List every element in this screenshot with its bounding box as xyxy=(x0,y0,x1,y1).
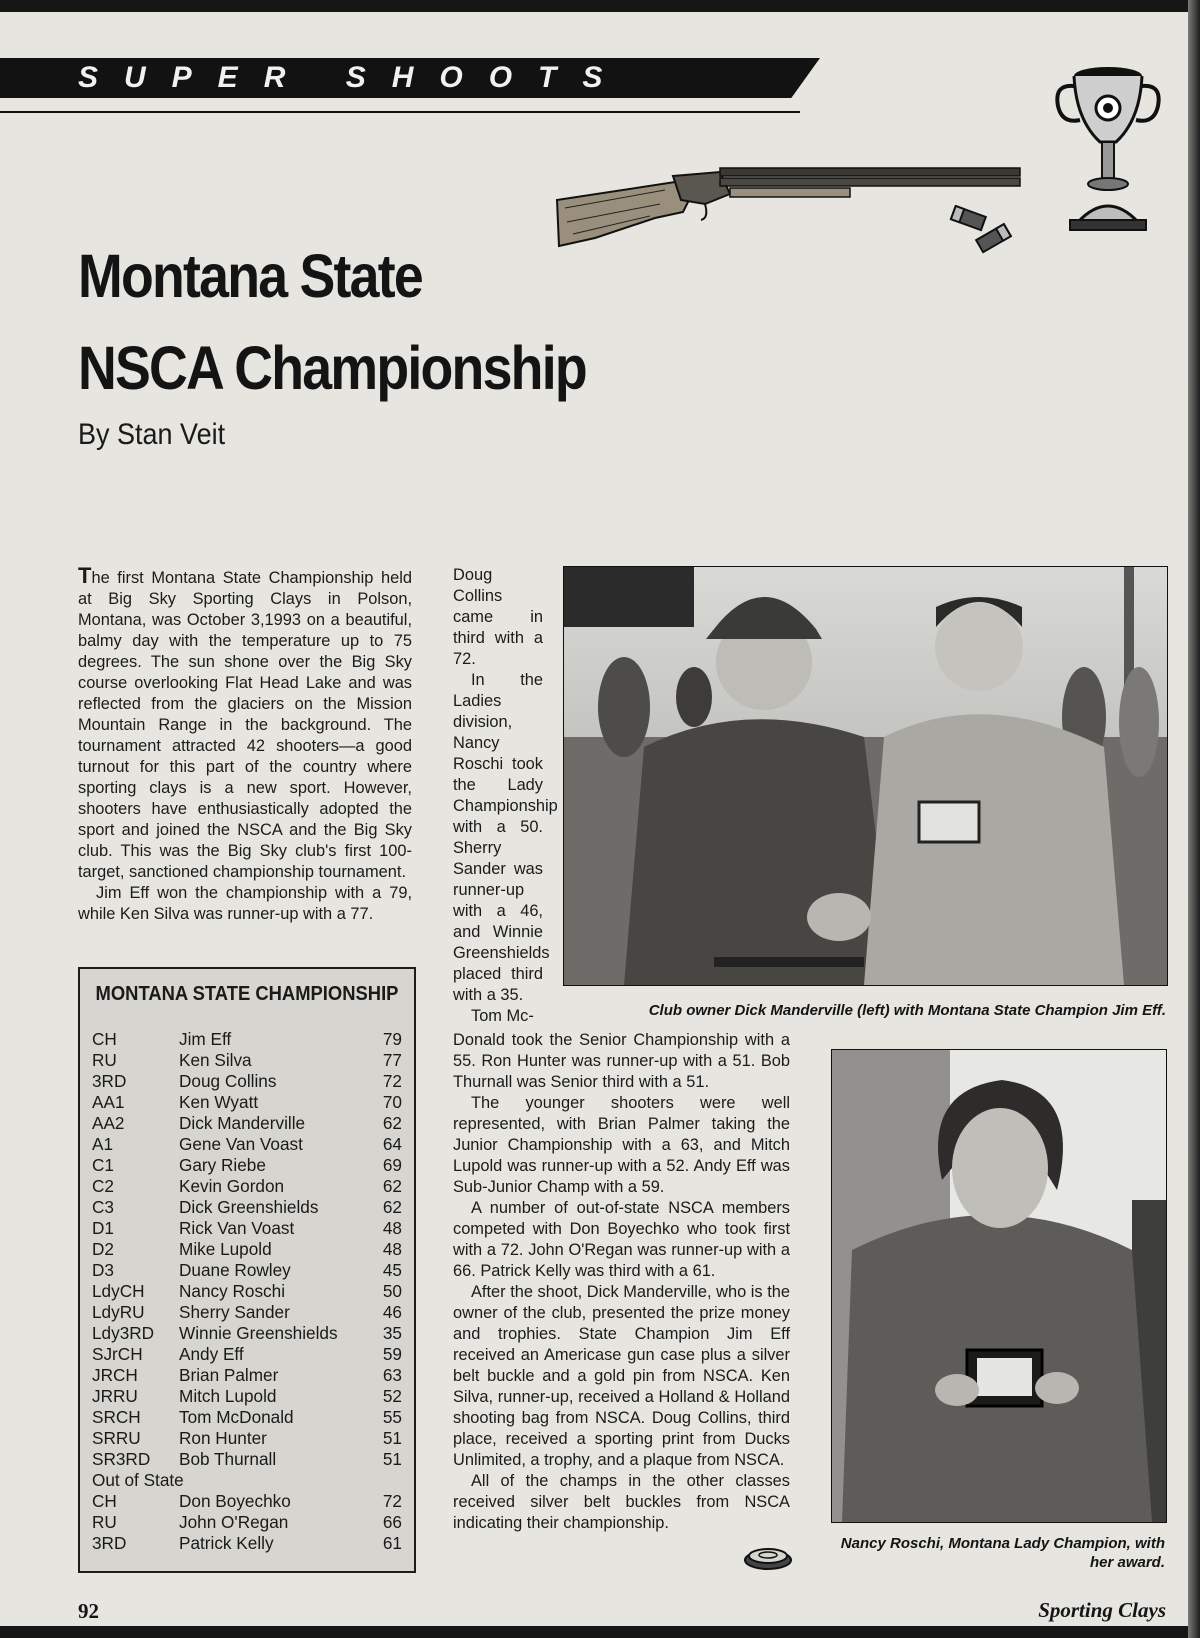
result-score: 45 xyxy=(382,1260,402,1280)
paragraph: Tom Mc- xyxy=(471,1007,534,1025)
section-banner xyxy=(0,58,820,100)
result-score: 59 xyxy=(382,1344,402,1364)
result-score: 48 xyxy=(382,1239,402,1259)
magazine-name: Sporting Clays xyxy=(1038,1598,1166,1622)
result-score: 52 xyxy=(382,1386,402,1406)
result-class: D2 xyxy=(92,1239,114,1259)
result-class: SJrCH xyxy=(92,1344,143,1364)
result-class: C2 xyxy=(92,1176,114,1196)
result-row xyxy=(92,1092,402,1113)
page-spine-shadow xyxy=(1188,0,1200,1638)
result-score: 72 xyxy=(382,1491,402,1511)
result-name: Rick Van Voast xyxy=(179,1218,295,1238)
result-name: Bob Thurnall xyxy=(179,1449,277,1469)
result-score: 51 xyxy=(382,1428,402,1448)
result-name: Don Boyechko xyxy=(179,1491,291,1511)
result-score: 62 xyxy=(382,1176,402,1196)
result-name: Dick Greenshields xyxy=(179,1197,319,1217)
results-title: MONTANA STATE CHAMPIONSHIP xyxy=(95,983,399,1005)
section-label: SUPER SHOOTS xyxy=(78,61,629,94)
result-row xyxy=(92,1512,402,1533)
result-name: Ken Silva xyxy=(179,1050,252,1070)
result-class: SRRU xyxy=(92,1428,141,1448)
result-class: JRCH xyxy=(92,1365,138,1385)
result-class: Ldy3RD xyxy=(92,1323,155,1343)
photo-lady-champion-image xyxy=(832,1050,1166,1522)
article-column-2-wide xyxy=(453,1030,790,1534)
result-score: 69 xyxy=(382,1155,402,1175)
result-row xyxy=(92,1155,402,1176)
photo-caption-2: Nancy Roschi, Montana Lady Champion, with her award. xyxy=(840,1535,1165,1571)
result-score: 77 xyxy=(382,1050,402,1070)
paragraph: A number of out-of-state NSCA members competed with Don Boyechko who took first with a 72. John O'Regan was runner-up with a 66. Patrick Kelly was third with a 61. xyxy=(453,1199,790,1280)
result-class: D3 xyxy=(92,1260,114,1280)
paragraph xyxy=(78,565,412,883)
result-score: 63 xyxy=(382,1365,402,1385)
result-name: Dick Manderville xyxy=(179,1113,306,1133)
result-name: John O'Regan xyxy=(179,1512,289,1532)
result-name: Tom McDonald xyxy=(179,1407,294,1427)
result-row xyxy=(92,1260,402,1281)
result-row xyxy=(92,1029,402,1050)
result-row xyxy=(92,1386,402,1407)
result-class: LdyRU xyxy=(92,1302,145,1322)
byline: By Stan Veit xyxy=(78,418,226,451)
result-row xyxy=(92,1176,402,1197)
result-name: Ron Hunter xyxy=(179,1428,267,1448)
photo-caption-1: Club owner Dick Manderville (left) with Montana State Champion Jim Eff. xyxy=(648,1002,1166,1019)
result-class: Out of State xyxy=(92,1470,184,1490)
result-row xyxy=(92,1323,402,1344)
paragraph: After the shoot, Dick Manderville, who is the owner of the club, presented the prize money and trophies. State Champion Jim Eff received an Americase gun case plus a silver belt buckle and a gold pin from NSCA. Ken Silva, runner-up, received a Holland & Holland shooting bag from NSCA. Doug Collins, third place, received a sporting print from Ducks Unlimited, a trophy, and a plaque from NSCA. xyxy=(453,1283,790,1469)
result-score: 61 xyxy=(382,1533,402,1553)
clay-target-icon xyxy=(743,1545,793,1571)
result-name: Mitch Lupold xyxy=(179,1386,277,1406)
result-score: 51 xyxy=(382,1449,402,1469)
first-letter: T xyxy=(78,563,92,588)
result-row xyxy=(92,1281,402,1302)
result-class: D1 xyxy=(92,1218,114,1238)
result-score: 46 xyxy=(382,1302,402,1322)
result-row xyxy=(92,1197,402,1218)
title-line-2: NSCA Championship xyxy=(78,334,586,402)
result-name: Andy Eff xyxy=(179,1344,244,1364)
result-class: A1 xyxy=(92,1134,114,1154)
result-row xyxy=(92,1071,402,1092)
result-class: C1 xyxy=(92,1155,114,1175)
paragraph: In the Ladies division, Nancy Roschi took the Lady Championship with a 50. Sherry Sander was runner-up with a 46, and Winnie Greenshields placed third with a 35. xyxy=(453,671,558,1004)
result-score: 70 xyxy=(382,1092,402,1112)
result-class: JRRU xyxy=(92,1386,138,1406)
result-class: 3RD xyxy=(92,1071,127,1091)
result-row xyxy=(92,1344,402,1365)
result-name: Gary Riebe xyxy=(179,1155,266,1175)
paragraph: The younger shooters were well represented, with Brian Palmer taking the Junior Championship with a 63, and Mitch Lupold was runner-up with a 52. Andy Eff was Sub-Junior Champ with a 59. xyxy=(453,1094,790,1196)
results-list xyxy=(92,1029,402,1554)
result-row xyxy=(92,1302,402,1323)
result-row xyxy=(92,1134,402,1155)
result-row xyxy=(92,1428,402,1449)
title-line-1: Montana State xyxy=(78,242,422,310)
result-score: 48 xyxy=(382,1218,402,1238)
result-class: SRCH xyxy=(92,1407,141,1427)
result-row xyxy=(92,1218,402,1239)
article-column-1 xyxy=(78,565,412,925)
article-title xyxy=(78,230,586,414)
result-name: Kevin Gordon xyxy=(179,1176,285,1196)
shotgun-shells-illustration xyxy=(948,205,1018,255)
result-score: 35 xyxy=(382,1323,402,1343)
result-row xyxy=(92,1239,402,1260)
result-name: Gene Van Voast xyxy=(179,1134,303,1154)
result-class: SR3RD xyxy=(92,1449,151,1469)
result-row xyxy=(92,1533,402,1554)
paragraph: Doug Collins came in third with a 72. xyxy=(453,566,543,668)
paragraph: All of the champs in the other classes received silver belt buckles from NSCA indicating their championship. xyxy=(453,1472,790,1532)
result-name: Winnie Greenshields xyxy=(179,1323,338,1343)
result-class: LdyCH xyxy=(92,1281,145,1301)
result-class: 3RD xyxy=(92,1533,127,1553)
result-class: AA1 xyxy=(92,1092,125,1112)
result-name: Sherry Sander xyxy=(179,1302,290,1322)
result-row xyxy=(92,1050,402,1071)
result-name: Brian Palmer xyxy=(179,1365,279,1385)
trophy-cup-icon xyxy=(1048,62,1168,234)
result-row xyxy=(92,1365,402,1386)
result-row xyxy=(92,1470,402,1491)
result-class: AA2 xyxy=(92,1113,125,1133)
result-row xyxy=(92,1407,402,1428)
result-score: 50 xyxy=(382,1281,402,1301)
photo-lady-champion xyxy=(831,1049,1167,1523)
result-score: 55 xyxy=(382,1407,402,1427)
result-score: 62 xyxy=(382,1113,402,1133)
result-score: 72 xyxy=(382,1071,402,1091)
result-row xyxy=(92,1491,402,1512)
banner-rule xyxy=(0,111,800,113)
result-name: Nancy Roschi xyxy=(179,1281,286,1301)
result-name: Patrick Kelly xyxy=(179,1533,274,1553)
result-name: Doug Collins xyxy=(179,1071,277,1091)
photo-handshake-image xyxy=(564,567,1167,985)
result-class: RU xyxy=(92,1050,117,1070)
page-number: 92 xyxy=(78,1599,99,1623)
result-class: CH xyxy=(92,1491,117,1511)
result-name: Mike Lupold xyxy=(179,1239,272,1259)
article-column-2-narrow xyxy=(453,565,558,1027)
result-score: 64 xyxy=(382,1134,402,1154)
results-box xyxy=(78,967,416,1573)
paragraph: Jim Eff won the championship with a 79, while Ken Silva was runner-up with a 77. xyxy=(78,884,412,923)
result-class: C3 xyxy=(92,1197,114,1217)
result-class: RU xyxy=(92,1512,117,1532)
result-score: 66 xyxy=(382,1512,402,1532)
paragraph-text: he first Montana State Championship held at Big Sky Sporting Clays in Polson, Montana, was October 3,1993 on a beautiful, balmy day with the temperature up to 75 degrees. The sun shone over the Big Sky course overlooking Flat Head Lake and was reflected from the glaciers on the Mission Mountain Range in the background. The tournament attracted 42 shooters—a good turnout for this part of the country where sporting clays is a new sport. However, shooters have enthusiastically adopted the sport and joined the NSCA and the Big Sky club. This was the Big Sky club's first 100-target, sanctioned championship tournament. xyxy=(78,569,412,881)
result-row xyxy=(92,1113,402,1134)
result-name: Ken Wyatt xyxy=(179,1092,259,1112)
magazine-page xyxy=(0,12,1188,1626)
result-name: Jim Eff xyxy=(179,1029,232,1049)
result-name: Duane Rowley xyxy=(179,1260,291,1280)
result-class: CH xyxy=(92,1029,117,1049)
paragraph: Donald took the Senior Championship with a 55. Ron Hunter was runner-up with a 51. Bob Thurnall was Senior third with a 51. xyxy=(453,1031,790,1091)
result-score: 62 xyxy=(382,1197,402,1217)
result-row xyxy=(92,1449,402,1470)
result-score: 79 xyxy=(382,1029,402,1049)
photo-handshake xyxy=(563,566,1168,986)
